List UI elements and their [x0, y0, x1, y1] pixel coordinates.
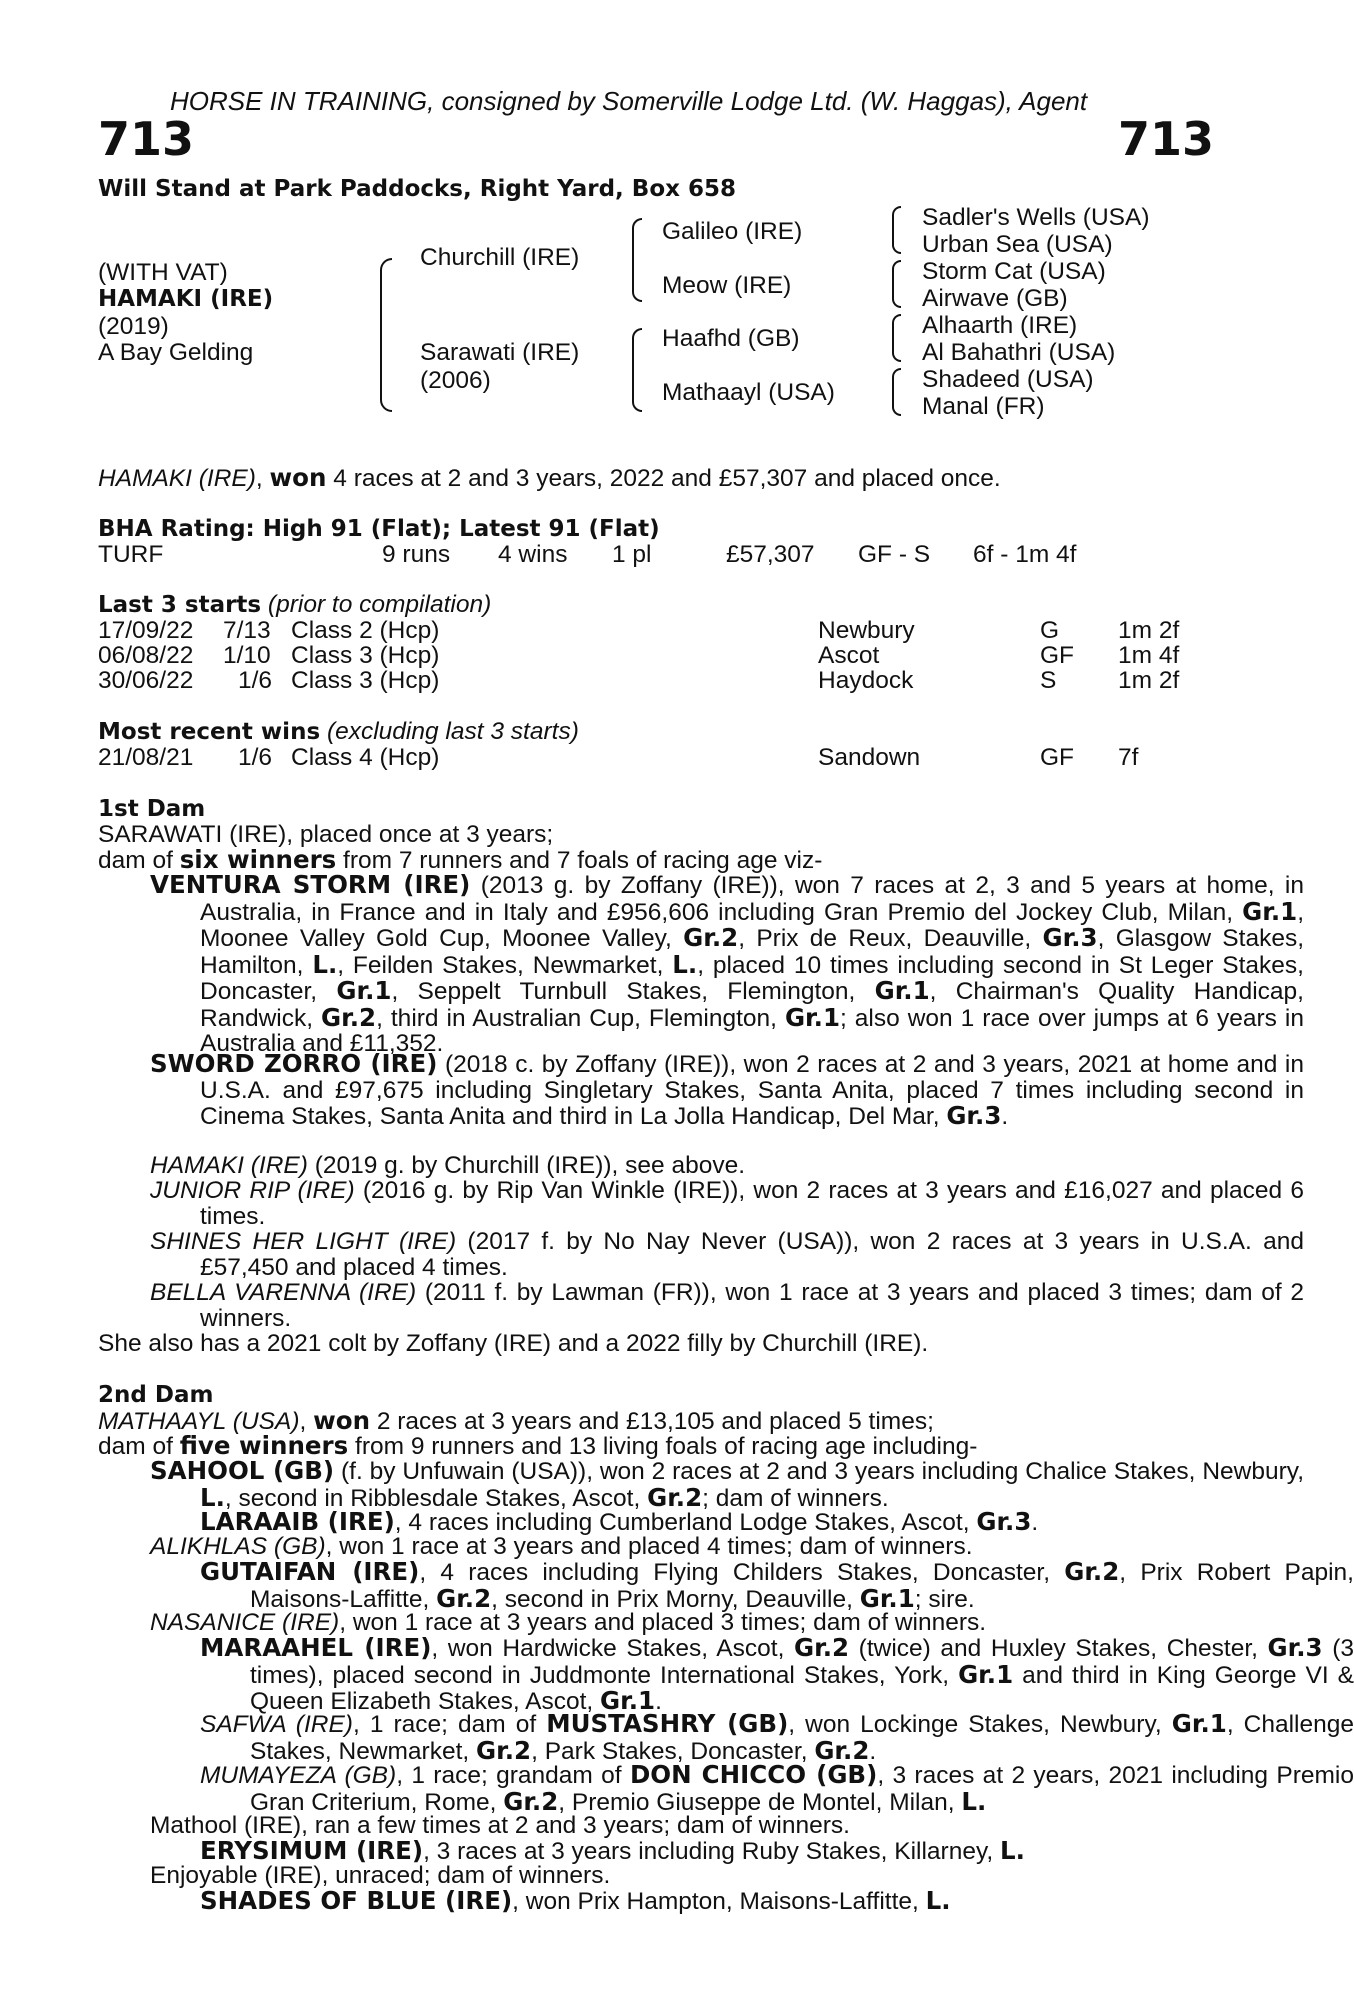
start-course: Newbury	[818, 617, 915, 644]
text: (2011 f. by Lawman (FR)), won 1 race at 3 years and placed 3 times; dam of 2 winners.	[200, 1279, 1304, 1332]
granddam-sire-side: Meow (IRE)	[662, 272, 792, 299]
italic-text: HAMAKI (IRE)	[150, 1152, 308, 1179]
text: , won Lockinge Stakes, Newbury,	[788, 1711, 1172, 1738]
italic-text: MATHAAYL (USA)	[98, 1408, 300, 1435]
bold-text: Gr.1	[784, 1002, 840, 1032]
start-date: 06/08/22	[98, 642, 194, 669]
winners-count: six winners	[179, 845, 337, 874]
ggp-7: Shadeed (USA)	[922, 366, 1094, 393]
bold-text: SWORD ZORRO (IRE)	[150, 1049, 438, 1078]
win-position: 1/6	[238, 744, 273, 771]
win-going: GF	[1040, 744, 1075, 771]
win-date: 21/08/21	[98, 744, 194, 771]
text: , Moonee Valley Gold Cup, Moonee Valley,	[200, 898, 1304, 952]
progeny-sword-zorro	[98, 1051, 1304, 1130]
pedigree-brace-gd1	[892, 260, 901, 308]
grandsire-sire-side: Galileo (IRE)	[662, 218, 803, 245]
text: , won Prix Hampton, Maisons-Laffitte,	[512, 1888, 926, 1915]
bold-text: Gr.1	[958, 1659, 1014, 1689]
first-dam-heading: 1st Dam	[98, 796, 206, 822]
start-going: GF	[1040, 642, 1075, 669]
win-course: Sandown	[818, 744, 921, 771]
horse-description: A Bay Gelding	[98, 339, 254, 366]
text: Mathool (IRE), ran a few times at 2 and 3 years; dam of winners.	[150, 1812, 850, 1839]
text: , Chairman's Quality Handicap, Randwick,	[200, 978, 1304, 1032]
pedigree-brace-gs1	[892, 206, 901, 254]
text: , won Hardwicke Stakes, Ascot,	[431, 1635, 794, 1662]
race-summary: HAMAKI (IRE), won 4 races at 2 and 3 years, 2022 and £57,307 and placed once.	[98, 463, 1001, 492]
start-distance: 1m 2f	[1118, 617, 1180, 644]
italic-text: SAFWA (IRE)	[200, 1711, 353, 1738]
start-class: Class 2 (Hcp)	[291, 617, 440, 644]
bold-text: L.	[312, 949, 338, 979]
bold-text: L.	[961, 1786, 987, 1816]
turf-placed: 1 pl	[612, 541, 652, 568]
progeny-alikhlas	[98, 1534, 1304, 1560]
bold-text: Gr.1	[859, 1583, 915, 1613]
horse-year: (2019)	[98, 313, 169, 340]
bold-text: L.	[672, 949, 698, 979]
bold-text: SAHOOL (GB)	[150, 1456, 335, 1485]
text: , 3 races at 2 years, 2021 including Premio Gran Criterium, Rome,	[250, 1762, 1354, 1816]
first-dam-other-foals: She also has a 2021 colt by Zoffany (IRE) and a 2022 filly by Churchill (IRE).	[98, 1330, 929, 1357]
recent-win-row	[98, 745, 1198, 770]
start-course: Ascot	[818, 642, 880, 669]
text: (2016 g. by Rip Van Winkle (IRE)), won 2 races at 3 years and £16,027 and placed 6 times.	[200, 1177, 1304, 1230]
progeny-bella-varenna	[98, 1280, 1304, 1331]
lot-number-right: 713	[1118, 112, 1215, 166]
text: , Park Stakes, Doncaster,	[531, 1737, 815, 1765]
grandsire-dam-side: Haafhd (GB)	[662, 325, 800, 352]
bold-text: SHADES OF BLUE (IRE)	[200, 1886, 513, 1915]
bold-text: DON CHICCO (GB)	[629, 1760, 878, 1789]
sire-name: Churchill (IRE)	[420, 244, 580, 271]
last-start-row	[98, 618, 1198, 643]
italic-text: MUMAYEZA (GB)	[200, 1762, 397, 1789]
progeny-gutaifan	[98, 1559, 1354, 1612]
pedigree-brace-gs2	[892, 314, 901, 362]
ggp-8: Manal (FR)	[922, 393, 1045, 420]
bold-text: five winners	[179, 1431, 349, 1460]
bold-text: MUSTASHRY (GB)	[546, 1709, 789, 1738]
text: , won 1 race at 3 years and placed 3 times; dam of winners.	[339, 1609, 987, 1636]
bold-text: won	[313, 1406, 371, 1435]
ggp-3: Storm Cat (USA)	[922, 258, 1106, 285]
start-position: 1/10	[223, 642, 271, 669]
progeny-maraahel	[98, 1635, 1354, 1715]
text: , 4 races including Cumberland Lodge Stakes, Ascot,	[394, 1509, 977, 1536]
text: Enjoyable (IRE), unraced; dam of winners.	[150, 1862, 611, 1889]
bold-text: L.	[925, 1886, 951, 1915]
text: (2019 g. by Churchill (IRE)), see above.	[307, 1152, 746, 1179]
ggp-2: Urban Sea (USA)	[922, 231, 1113, 258]
text: , placed 10 times including second in St Leger Stakes, Doncaster,	[200, 951, 1304, 1005]
horse-name: HAMAKI (IRE)	[98, 286, 274, 312]
text: (2017 f. by No Nay Never (USA)), won 2 races at 3 years in U.S.A. and £57,450 and placed 4 times.	[200, 1228, 1304, 1281]
text: , Premio Giuseppe de Montel, Milan,	[558, 1788, 962, 1816]
lot-number-left: 713	[98, 112, 195, 166]
text: , Seppelt Turnbull Stakes, Flemington,	[391, 978, 875, 1005]
text: from 9 runners and 13 living foals of racing age including-	[348, 1433, 978, 1460]
summary-horse-name: HAMAKI (IRE)	[98, 465, 256, 492]
progeny-sahool	[98, 1458, 1304, 1511]
text: from 7 runners and 7 foals of racing age viz-	[336, 847, 823, 874]
start-date: 17/09/22	[98, 617, 194, 644]
recent-note: (excluding last 3 starts)	[320, 718, 579, 745]
progeny-mumayeza	[98, 1762, 1354, 1815]
progeny-ventura-storm	[98, 872, 1304, 1057]
start-going: G	[1040, 617, 1060, 644]
bold-text: Gr.1	[600, 1686, 656, 1715]
first-dam-line-1: SARAWATI (IRE), placed once at 3 years;	[98, 821, 554, 848]
dam-name: Sarawati (IRE)	[420, 339, 580, 366]
text: ; sire.	[914, 1585, 975, 1613]
turf-record	[98, 542, 1198, 567]
text: , Glasgow Stakes, Hamilton,	[200, 925, 1305, 979]
granddam-dam-side: Mathaayl (USA)	[662, 379, 835, 406]
text: and third in King George VI & Queen Elizabeth Stakes, Ascot,	[250, 1661, 1354, 1715]
bold-text: VENTURA STORM (IRE)	[150, 870, 471, 899]
turf-distance: 6f - 1m 4f	[973, 541, 1077, 568]
text: (2013 g. by Zoffany (IRE)), won 7 races at 2, 3 and 5 years at home, in Australia, in France and in Italy and £956,606 including Gran Premio del Jockey Club, Milan,	[200, 872, 1304, 926]
progeny-nasanice	[98, 1610, 1304, 1636]
bold-text: L.	[200, 1482, 225, 1512]
bold-text: Gr.2	[476, 1735, 532, 1765]
text: , third in Australian Cup, Flemington,	[376, 1004, 785, 1032]
start-position: 1/6	[238, 667, 273, 694]
dam-year: (2006)	[420, 367, 491, 394]
bold-text: ERYSIMUM (IRE)	[200, 1836, 424, 1865]
turf-wins: 4 wins	[498, 541, 568, 568]
turf-going: GF - S	[858, 541, 931, 568]
bold-text: Gr.1	[1242, 896, 1298, 926]
ggp-4: Airwave (GB)	[922, 285, 1068, 312]
pedigree-brace-dam	[632, 328, 642, 412]
ggp-5: Alhaarth (IRE)	[922, 312, 1078, 339]
text: , won 1 race at 3 years and placed 4 times; dam of winners.	[325, 1533, 973, 1560]
bold-text: Gr.1	[1171, 1709, 1227, 1738]
start-class: Class 3 (Hcp)	[291, 667, 440, 694]
start-distance: 1m 2f	[1118, 667, 1180, 694]
last-start-row	[98, 643, 1198, 668]
turf-runs: 9 runs	[382, 541, 451, 568]
italic-text: ALIKHLAS (GB)	[150, 1533, 326, 1560]
progeny-enjoyable	[98, 1863, 1304, 1889]
text: ,	[299, 1408, 314, 1435]
text: dam of	[98, 1433, 180, 1460]
bha-rating: BHA Rating: High 91 (Flat); Latest 91 (Flat)	[98, 516, 660, 542]
bold-text: Gr.2	[321, 1002, 377, 1032]
win-class: Class 4 (Hcp)	[291, 744, 440, 771]
start-distance: 1m 4f	[1118, 642, 1180, 669]
italic-text: BELLA VARENNA (IRE)	[150, 1279, 417, 1306]
bold-text: L.	[1000, 1836, 1025, 1865]
text: , 1 race; grandam of	[396, 1762, 630, 1789]
start-course: Haydock	[818, 667, 914, 694]
progeny-shines-her-light	[98, 1229, 1304, 1280]
bold-text: Gr.3	[1267, 1633, 1323, 1662]
text: (2018 c. by Zoffany (IRE)), won 2 races at 2 and 3 years, 2021 at home and in U.S.A. and £97,675 including Singletary Stakes, Santa Anita, placed 7 times including second in Cinema Stakes, Santa Anita and third in La Jolla Handicap, Del Mar,	[200, 1051, 1304, 1130]
start-class: Class 3 (Hcp)	[291, 642, 440, 669]
last-3-title: Last 3 starts	[98, 592, 262, 618]
win-distance: 7f	[1118, 744, 1139, 771]
summary-won: won	[269, 463, 327, 492]
bold-text: Gr.1	[874, 976, 930, 1005]
bold-text: Gr.1	[336, 976, 392, 1005]
bold-text: Gr.3	[946, 1101, 1002, 1130]
bold-text: Gr.2	[436, 1583, 492, 1613]
text: .	[655, 1688, 662, 1715]
bold-text: MARAAHEL (IRE)	[200, 1633, 432, 1662]
text: .	[869, 1737, 877, 1765]
progeny-shades-of-blue	[98, 1888, 1354, 1915]
bold-text: Gr.3	[1042, 923, 1098, 952]
turf-earnings: £57,307	[726, 541, 815, 568]
text: 2 races at 3 years and £13,105 and placed 5 times;	[370, 1408, 934, 1435]
consignor-line: HORSE IN TRAINING, consigned by Somerville Lodge Ltd. (W. Haggas), Agent	[170, 86, 1088, 116]
bold-text: Gr.3	[976, 1507, 1032, 1536]
bold-text: GUTAIFAN (IRE)	[200, 1557, 420, 1586]
bold-text: Gr.2	[794, 1633, 850, 1662]
last-3-starts-heading	[98, 592, 491, 618]
text: , 1 race; dam of	[352, 1711, 547, 1738]
progeny-junior-rip	[98, 1178, 1304, 1229]
stand-location: Will Stand at Park Paddocks, Right Yard, Box 658	[98, 176, 736, 202]
bold-text: Gr.2	[503, 1786, 559, 1816]
text: , 3 races at 3 years including Ruby Stakes, Killarney,	[423, 1838, 1000, 1865]
text: , Feilden Stakes, Newmarket,	[337, 951, 673, 979]
text: , second in Prix Morny, Deauville,	[491, 1585, 860, 1613]
text: , Prix de Reux, Deauville,	[738, 925, 1043, 952]
text: dam of	[98, 847, 180, 874]
progeny-mathool	[98, 1813, 1304, 1839]
italic-text: SHINES HER LIGHT (IRE)	[150, 1228, 457, 1255]
text: , second in Ribblesdale Stakes, Ascot,	[224, 1484, 648, 1512]
second-dam-heading: 2nd Dam	[98, 1382, 214, 1408]
text: ; also won 1 race over jumps at 6 years in Australia and £11,352.	[200, 1004, 1304, 1057]
text: , Challenge Stakes, Newmarket,	[250, 1711, 1354, 1765]
recent-title: Most recent wins	[98, 719, 321, 745]
bold-text: Gr.2	[814, 1735, 870, 1765]
ggp-6: Al Bahathri (USA)	[922, 339, 1116, 366]
bold-text: Gr.2	[647, 1482, 703, 1512]
text: (f. by Unfuwain (USA)), won 2 races at 2 and 3 years including Chalice Stakes, Newbury,	[334, 1458, 1304, 1485]
text: .	[1001, 1103, 1009, 1130]
start-date: 30/06/22	[98, 667, 194, 694]
last-3-note: (prior to compilation)	[261, 591, 492, 618]
last-start-row	[98, 668, 1198, 693]
recent-wins-heading	[98, 719, 579, 745]
text: , 4 races including Flying Childers Stakes, Doncaster,	[419, 1559, 1065, 1586]
pedigree-brace-sire	[632, 218, 642, 302]
bold-text: Gr.2	[683, 923, 739, 952]
progeny-erysimum	[98, 1838, 1354, 1865]
text: ; dam of winners.	[702, 1484, 889, 1512]
progeny-hamaki	[98, 1153, 1304, 1179]
bold-text: LARAAIB (IRE)	[200, 1507, 395, 1536]
start-position: 7/13	[223, 617, 271, 644]
text: (3 times), placed second in Juddmonte International Stakes, York,	[250, 1635, 1354, 1689]
text: .	[1031, 1509, 1039, 1536]
bold-text: Gr.2	[1064, 1557, 1120, 1586]
start-going: S	[1040, 667, 1057, 694]
summary-text: 4 races at 2 and 3 years, 2022 and £57,307 and placed once.	[326, 465, 1001, 492]
text: , Prix Robert Papin, Maisons-Laffitte,	[250, 1559, 1354, 1613]
progeny-safwa	[98, 1711, 1354, 1764]
progeny-laraaib	[98, 1509, 1354, 1536]
turf-surface: TURF	[98, 541, 164, 568]
pedigree-brace-gd2	[892, 368, 901, 416]
vat-note: (WITH VAT)	[98, 259, 228, 286]
text: (twice) and Huxley Stakes, Chester,	[849, 1635, 1268, 1662]
italic-text: JUNIOR RIP (IRE)	[150, 1177, 355, 1204]
pedigree-brace-main	[380, 258, 392, 412]
italic-text: NASANICE (IRE)	[150, 1609, 340, 1636]
ggp-1: Sadler's Wells (USA)	[922, 204, 1150, 231]
